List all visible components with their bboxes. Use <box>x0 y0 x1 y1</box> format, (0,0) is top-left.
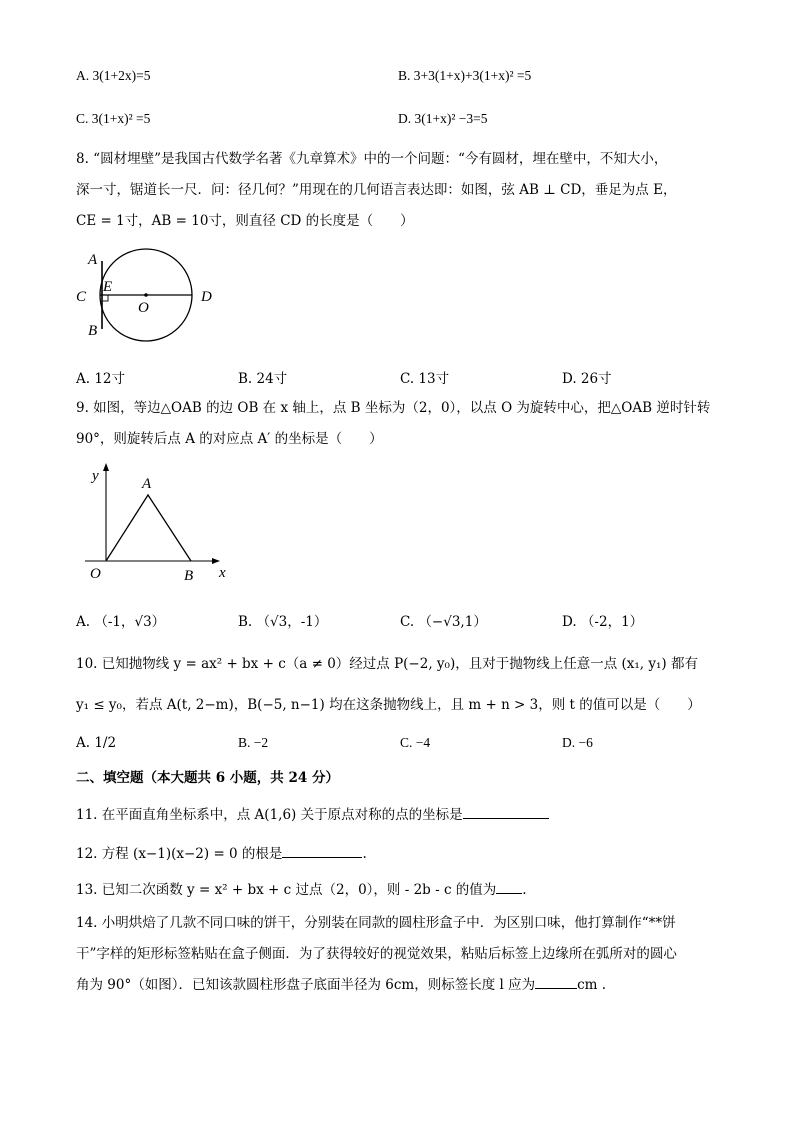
q9-option-a: A. （-1，√3） <box>76 614 166 630</box>
q10-option-c: C. −4 <box>400 735 431 750</box>
q8-text-line3: CE = 1寸，AB = 10寸，则直径 CD 的长度是（ ） <box>76 213 414 229</box>
q8-option-b: B. 24寸 <box>238 371 288 387</box>
label-d: D <box>201 289 212 305</box>
triangle-oab <box>106 495 191 561</box>
label-x: x <box>219 565 226 581</box>
label-e: E <box>103 279 113 295</box>
q10-option-b: B. −2 <box>238 735 269 750</box>
q9-option-d: D. （-2，1） <box>562 614 644 630</box>
q10-text-line1: 10. 已知抛物线 y = ax² + bx + c（a ≠ 0）经过点 P(−2, y₀)，且对于抛物线上任意一点 (x₁, y₁) 都有 <box>76 656 698 672</box>
q14-text-line1: 14. 小明烘焙了几款不同口味的饼干，分别装在同款的圆柱形盒子中．为区别口味，他打算制作“**饼 <box>76 915 676 931</box>
q13-prompt: 13. 已知二次函数 y = x² + bx + c 过点（2，0），则 - 2b - c 的值为 <box>76 882 497 898</box>
q12-period: . <box>362 846 367 862</box>
q11-prompt: 11. 在平面直角坐标系中，点 A(1,6) 关于原点对称的点的坐标是 <box>76 807 463 823</box>
q9-option-b: B. （√3，-1） <box>238 614 328 630</box>
q9-text-line1: 9. 如图，等边△OAB 的边 OB 在 x 轴上，点 B 坐标为（2，0），以点 O 为旋转中心，把△OAB 逆时针转 <box>76 400 711 416</box>
label-a: A <box>142 476 152 492</box>
q8-text-line1: 8. “圆材埋壁”是我国古代数学名著《九章算术》中的一个问题：“今有圆材，埋在壁中，不知大小， <box>76 151 668 167</box>
q11-answer-blank[interactable] <box>463 818 549 819</box>
q7-option-b: B. 3+3(1+x)+3(1+x)² =5 <box>398 68 532 83</box>
q14-unit: cm . <box>577 977 607 993</box>
q14-answer-blank[interactable] <box>535 988 577 989</box>
q10-option-a: A. 1/2 <box>76 735 117 751</box>
q11-text <box>76 803 549 823</box>
section-heading-fill-in: 二、填空题（本大题共 6 小题，共 24 分） <box>76 770 339 786</box>
q14-text-line3 <box>76 973 606 993</box>
q7-option-d: D. 3(1+x)² −3=5 <box>398 111 488 126</box>
q13-answer-blank[interactable] <box>496 893 522 894</box>
q14-prompt: 角为 90°（如图）．已知该款圆柱形盘子底面半径为 6cm，则标签长度 l 应为 <box>76 977 536 993</box>
q14-text-line2: 干”字样的矩形标签粘贴在盒子侧面．为了获得较好的视觉效果，粘贴后标签上边缘所在弧所对的圆心 <box>76 946 677 962</box>
q8-circle-figure <box>70 244 230 344</box>
y-axis-arrow <box>103 463 109 471</box>
q7-option-c: C. 3(1+x)² =5 <box>76 111 151 126</box>
q9-triangle-figure <box>80 460 240 590</box>
label-a: A <box>88 252 98 268</box>
q12-answer-blank[interactable] <box>282 857 362 858</box>
q13-period: . <box>522 882 527 898</box>
q7-option-a: A. 3(1+2x)=5 <box>76 68 151 83</box>
center-dot <box>144 293 148 297</box>
label-y: y <box>92 468 99 484</box>
label-o: O <box>138 300 149 316</box>
x-axis-arrow <box>212 558 220 564</box>
q8-option-a: A. 12寸 <box>76 371 126 387</box>
q8-option-c: C. 13寸 <box>400 371 450 387</box>
label-b: B <box>184 568 194 584</box>
q12-text <box>76 842 367 862</box>
q10-text-line2: y₁ ≤ y₀，若点 A(t, 2−m)，B(−5, n−1) 均在这条抛物线上，且 m + n > 3，则 t 的值可以是（ ） <box>76 697 701 713</box>
q10-option-d: D. −6 <box>562 735 593 750</box>
q8-text-line2: 深一寸，锯道长一尺．问：径几何？”用现在的几何语言表达即：如图，弦 AB ⊥ CD，垂足为点 E， <box>76 182 677 198</box>
q13-text <box>76 878 527 898</box>
label-o: O <box>90 566 101 582</box>
q8-option-d: D. 26寸 <box>562 371 612 387</box>
q9-option-c: C. （−√3,1） <box>400 614 487 630</box>
label-b: B <box>88 323 98 339</box>
label-c: C <box>76 289 87 305</box>
q9-text-line2: 90°，则旋转后点 A 的对应点 A′ 的坐标是（ ） <box>76 431 383 447</box>
right-angle-mark <box>102 295 108 301</box>
q12-prompt: 12. 方程 (x−1)(x−2) = 0 的根是 <box>76 846 283 862</box>
